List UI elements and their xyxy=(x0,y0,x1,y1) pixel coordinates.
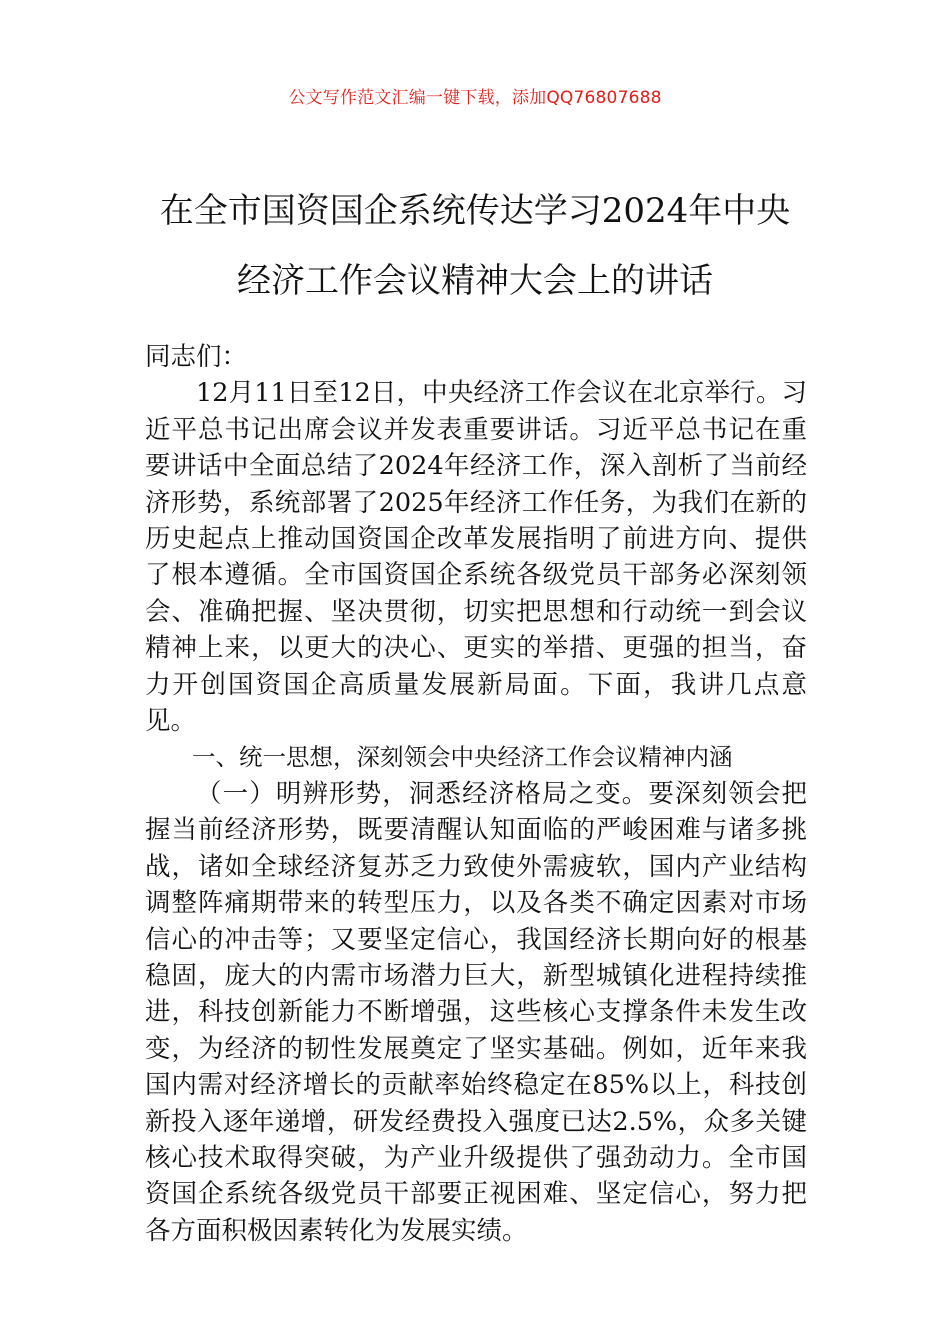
section-heading: 一、统一思想，深刻领会中央经济工作会议精神内涵 xyxy=(192,743,733,772)
download-promo-note: 公文写作范文汇编一键下载，添加QQ76807688 xyxy=(288,88,662,108)
paragraph: 12月11日至12日，中央经济工作会议在北京举行。习近平总书记出席会议并发表重要讲话。习近平总书记在重要讲话中全面总结了2024年经济工作，深入剖析了当前经济形势，系统部署了2025年经济工作任务，为我们在新的历史起点上推动国资国企改革发展指明了前进方向、提供了根本遵循。全市国资国企系统各级党员干部务必深刻领会、准确把握、坚决贯彻，切实把思想和行动统一到会议精神上来，以更大的决心、更实的举措、更强的担当，奋力开创国资国企高质量发展新局面。下面，我讲几点意见。 xyxy=(145,378,807,737)
document-body xyxy=(145,339,807,1249)
title-line-2: 经济工作会议精神大会上的讲话 xyxy=(237,261,713,301)
title-line-1: 在全市国资国企系统传达学习2024年中央 xyxy=(159,191,791,231)
paragraph: （一）明辨形势，洞悉经济格局之变。要深刻领会把握当前经济形势，既要清醒认知面临的严峻困难与诸多挑战，诸如全球经济复苏乏力致使外需疲软，国内产业结构调整阵痛期带来的转型压力，以及各类不确定因素对市场信心的冲击等；又要坚定信心，我国经济长期向好的根基稳固，庞大的内需市场潜力巨大，新型城镇化进程持续推进，科技创新能力不断增强，这些核心支撑条件未发生改变，为经济的韧性发展奠定了坚实基础。例如，近年来我国内需对经济增长的贡献率始终稳定在85%以上，科技创新投入逐年递增，研发经费投入强度已达2.5%，众多关键核心技术取得突破，为产业升级提供了强劲动力。全市国资国企系统各级党员干部要正视困难、坚定信心，努力把各方面积极因素转化为发展实绩。 xyxy=(145,778,807,1246)
document-title xyxy=(120,176,830,316)
salutation: 同志们： xyxy=(145,342,248,372)
